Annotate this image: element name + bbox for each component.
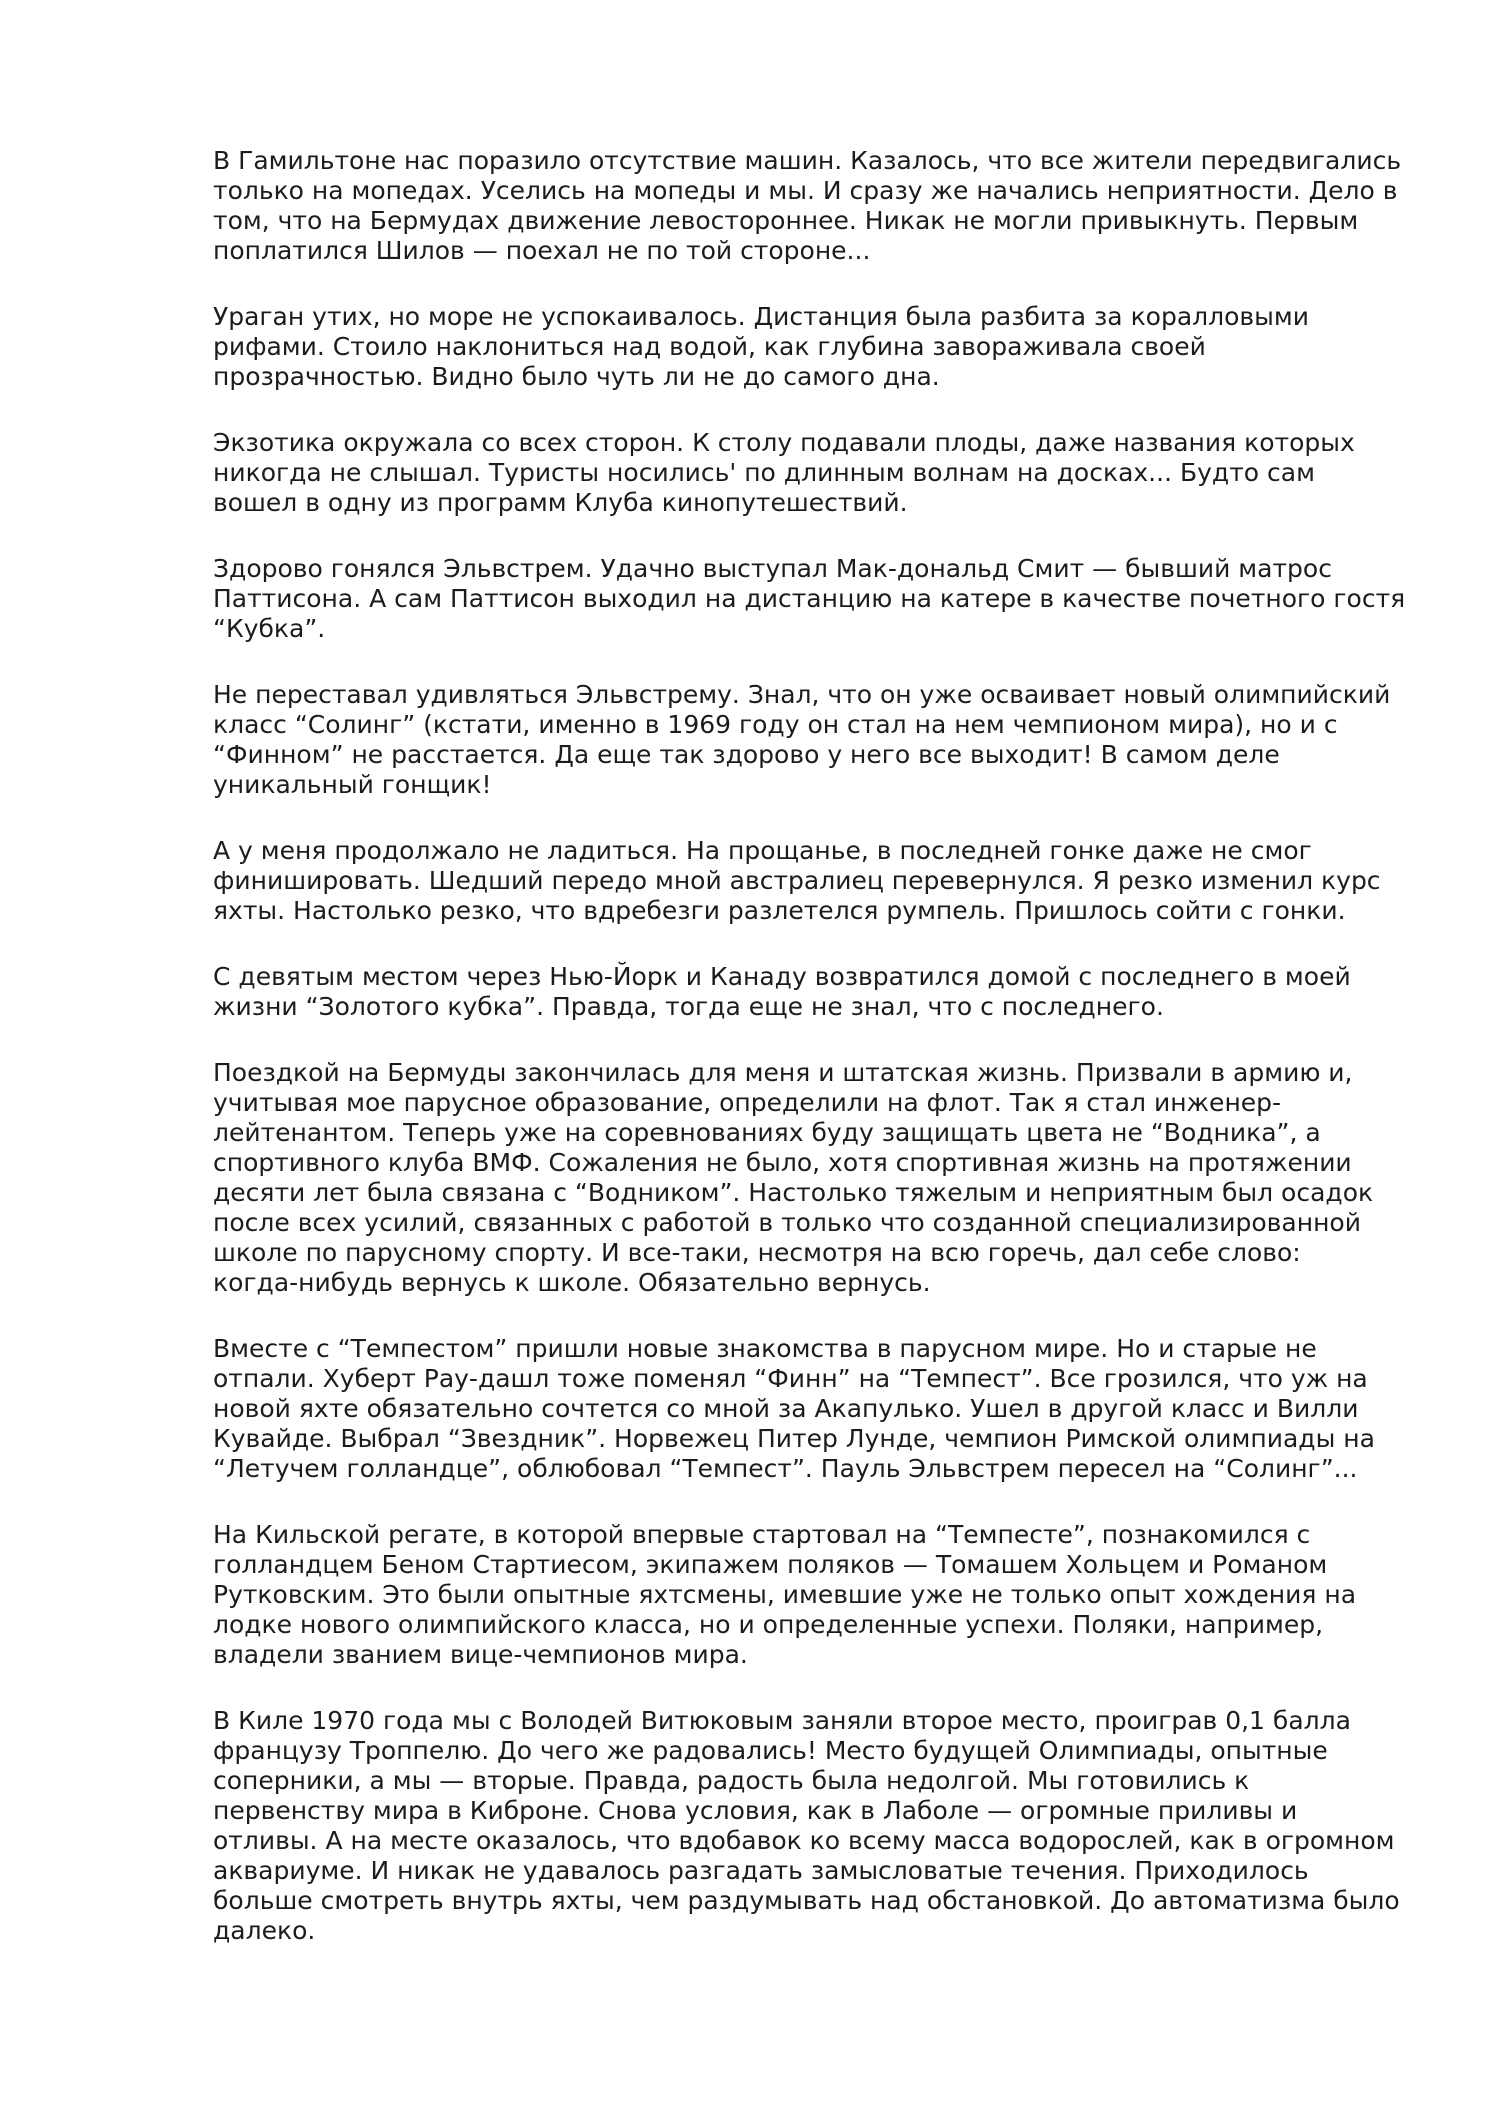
text-line: “Кубка”. xyxy=(213,614,326,643)
text-line: рифами. Стоило наклониться над водой, как глубина завораживала своей xyxy=(213,332,1206,361)
paragraph xyxy=(213,836,1385,926)
text-line: яхты. Настолько резко, что вдребезги разлетелся румпель. Пришлось сойти с гонки. xyxy=(213,896,1346,925)
text-line: На Кильской регате, в которой впервые стартовал на “Темпесте”, познакомился с xyxy=(213,1520,1311,1549)
text-line: владели званием вице-чемпионов мира. xyxy=(213,1640,748,1669)
text-line: десяти лет была связана с “Водником”. Настолько тяжелым и неприятным был осадок xyxy=(213,1178,1374,1207)
text-line: том, что на Бермудах движение левостороннее. Никак не могли привыкнуть. Первым xyxy=(213,206,1359,235)
text-line: Здорово гонялся Эльвстрем. Удачно выступал Мак-дональд Смит — бывший матрос xyxy=(213,554,1332,583)
paragraph xyxy=(213,302,1385,392)
text-line: после всех усилий, связанных с работой в только что созданной специализированной xyxy=(213,1208,1361,1237)
text-line: В Гамильтоне нас поразило отсутствие машин. Казалось, что все жители передвигались xyxy=(213,146,1402,175)
text-line: только на мопедах. Уселись на мопеды и мы. И сразу же начались неприятности. Дело в xyxy=(213,176,1398,205)
text-line: Паттисона. А сам Паттисон выходил на дистанцию на катере в качестве почетного гостя xyxy=(213,584,1406,613)
paragraph xyxy=(213,1334,1385,1484)
text-line: первенству мира в Киброне. Снова условия, как в Лаболе — огромные приливы и xyxy=(213,1796,1298,1825)
text-line: учитывая мое парусное образование, определили на флот. Так я стал инженер- xyxy=(213,1088,1282,1117)
text-line: школе по парусному спорту. И все-таки, несмотря на всю горечь, дал себе слово: xyxy=(213,1238,1301,1267)
text-line: Поездкой на Бермуды закончилась для меня и штатская жизнь. Призвали в армию и, xyxy=(213,1058,1353,1087)
text-line: В Киле 1970 года мы с Володей Витюковым заняли второе место, проиграв 0,1 балла xyxy=(213,1706,1351,1735)
text-line: А у меня продолжало не ладиться. На прощанье, в последней гонке даже не смог xyxy=(213,836,1312,865)
text-line: “Летучем голландце”, облюбовал “Темпест”. Пауль Эльвстрем пересел на “Солинг”... xyxy=(213,1454,1358,1483)
paragraph xyxy=(213,146,1402,266)
text-line: отливы. А на месте оказалось, что вдобавок ко всему масса водорослей, как в огромном xyxy=(213,1826,1395,1855)
text-line: поплатился Шилов — поехал не по той стороне... xyxy=(213,236,871,265)
text-column xyxy=(213,146,1406,1982)
paragraph xyxy=(213,1706,1400,1946)
text-line: класс “Солинг” (кстати, именно в 1969 году он стал на нем чемпионом мира), но и с xyxy=(213,710,1338,739)
text-line: Вместе с “Темпестом” пришли новые знакомства в парусном мире. Но и старые не xyxy=(213,1334,1317,1363)
text-line: Рутковским. Это были опытные яхтсмены, имевшие уже не только опыт хождения на xyxy=(213,1580,1357,1609)
text-line: новой яхте обязательно сочтется со мной за Акапулько. Ушел в другой класс и Вилли xyxy=(213,1394,1359,1423)
paragraph xyxy=(213,680,1391,800)
text-line: С девятым местом через Нью-Йорк и Канаду возвратился домой с последнего в моей xyxy=(213,962,1351,991)
text-line: финишировать. Шедший передо мной австралиец перевернулся. Я резко изменил курс xyxy=(213,866,1381,895)
text-line: аквариуме. И никак не удавалось разгадать замысловатые течения. Приходилось xyxy=(213,1856,1309,1885)
paragraph xyxy=(213,1520,1385,1670)
text-line: далеко. xyxy=(213,1916,316,1945)
text-line: “Финном” не расстается. Да еще так здорово у него все выходит! В самом деле xyxy=(213,740,1280,769)
text-line: соперники, а мы — вторые. Правда, радость была недолгой. Мы готовились к xyxy=(213,1766,1250,1795)
text-line: спортивного клуба ВМФ. Сожаления не было, хотя спортивная жизнь на протяжении xyxy=(213,1148,1352,1177)
text-line: никогда не слышал. Туристы носились' по длинным волнам на досках... Будто сам xyxy=(213,458,1315,487)
text-line: больше смотреть внутрь яхты, чем раздумывать над обстановкой. До автоматизма было xyxy=(213,1886,1400,1915)
text-line: лейтенантом. Теперь уже на соревнованиях буду защищать цвета не “Водника”, а xyxy=(213,1118,1321,1147)
text-line: прозрачностью. Видно было чуть ли не до самого дна. xyxy=(213,362,940,391)
text-line: отпали. Хуберт Рау-дашл тоже поменял “Финн” на “Темпест”. Все грозился, что уж на xyxy=(213,1364,1368,1393)
paragraph xyxy=(213,554,1406,644)
text-line: Ураган утих, но море не успокаивалось. Дистанция была разбита за коралловыми xyxy=(213,302,1309,331)
paragraph xyxy=(213,428,1385,518)
text-line: лодке нового олимпийского класса, но и определенные успехи. Поляки, например, xyxy=(213,1610,1324,1639)
text-line: жизни “Золотого кубка”. Правда, тогда еще не знал, что с последнего. xyxy=(213,992,1164,1021)
paragraph xyxy=(213,962,1385,1022)
text-line: Не переставал удивляться Эльвстрему. Знал, что он уже осваивает новый олимпийский xyxy=(213,680,1391,709)
text-line: голландцем Беном Стартиесом, экипажем поляков — Томашем Хольцем и Романом xyxy=(213,1550,1328,1579)
text-line: Кувайде. Выбрал “Звездник”. Норвежец Питер Лунде, чемпион Римской олимпиады на xyxy=(213,1424,1375,1453)
paragraph xyxy=(213,1058,1385,1298)
text-line: французу Троппелю. До чего же радовались! Место будущей Олимпиады, опытные xyxy=(213,1736,1328,1765)
text-line: когда-нибудь вернусь к школе. Обязательно вернусь. xyxy=(213,1268,931,1297)
text-line: вошел в одну из программ Клуба кинопутешествий. xyxy=(213,488,908,517)
text-line: уникальный гонщик! xyxy=(213,770,492,799)
text-line: Экзотика окружала со всех сторон. К столу подавали плоды, даже названия которых xyxy=(213,428,1355,457)
